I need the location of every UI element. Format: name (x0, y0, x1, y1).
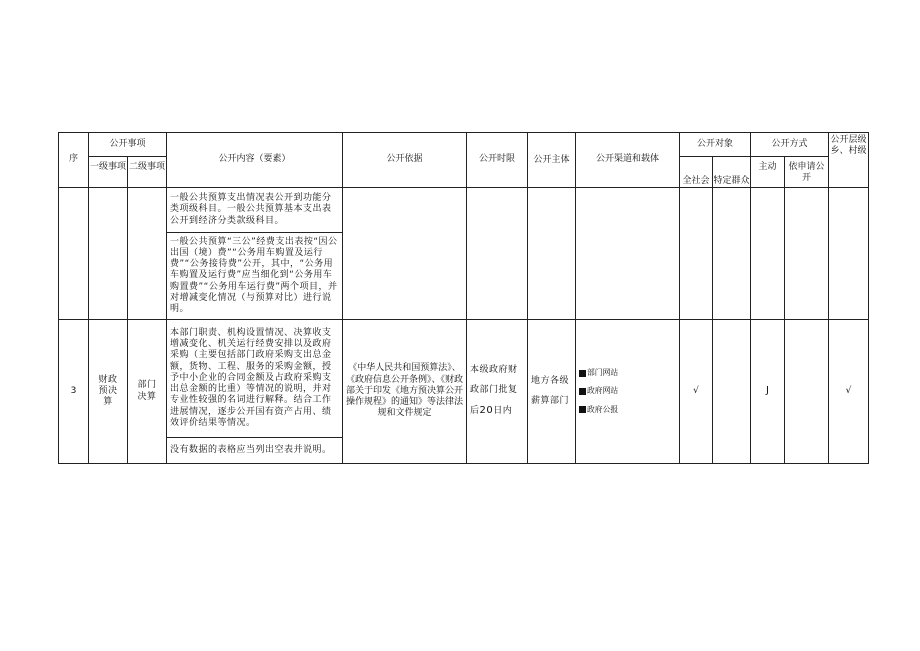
row3-period-suffix: 日内 (493, 406, 513, 417)
channel-item (579, 401, 676, 419)
cont-content-a: 一般公共预算支出情况表公开到功能分类项级科目。一般公共预算基本支出表公开到经济分类款级科目。 (167, 188, 343, 233)
row3-level2: 部门决算 (128, 320, 167, 464)
cont-seq (59, 188, 89, 320)
cont-basis (343, 188, 467, 320)
cont-level2 (128, 188, 167, 320)
header-method-active (751, 157, 785, 188)
cont-scope (829, 188, 869, 320)
row3-level1: 财政预决算 (89, 320, 128, 464)
row3-method-active: J (751, 320, 785, 464)
row3-basis: 《中华人民共和国预算法》、《政府信息公开条例》、《财政部关于印发《地方预决算公开操作规程》的通知》等法律法规和文件规定 (343, 320, 467, 464)
header-target: 公开对象 (680, 133, 751, 157)
cont-target-all (680, 188, 713, 320)
cont-method-apply (785, 188, 829, 320)
header-target-specific: 特定群众 (713, 157, 751, 188)
header-seq: 序 (59, 133, 89, 188)
channel-label: 政府网站 (587, 386, 619, 396)
row3-target-all: √ (680, 320, 713, 464)
row3-content-b: 没有数据的表格应当列出空表并说明。 (167, 438, 343, 464)
header-basis: 公开依据 (343, 133, 467, 188)
cont-channel (576, 188, 680, 320)
row3-content-a: 本部门职责、机构设置情况、决算收支增减变化、机关运行经费安排以及政府采购（主要包括部门政府采购支出总金额，货物、工程、服务的采购金额，授予中小企业的合同金额及占政府采购支出总金额的比重）等情况的说明，并对专业性较强的名词进行解释。结合工作进展情况，逐步公开国有资产占用、绩效评价结果等情况。 (167, 320, 343, 438)
checkbox-filled-icon (579, 370, 586, 377)
header-level2 (128, 157, 167, 188)
header-scope-text: 公开层级乡、村级 (830, 135, 867, 156)
row3-subject: 地方各级薪算部门 (528, 320, 576, 464)
header-level1 (89, 157, 128, 188)
header-level2-text: 二级事项 (129, 162, 166, 173)
checkbox-filled-icon (579, 388, 586, 395)
row3-seq: 3 (59, 320, 89, 464)
row3-scope: √ (829, 320, 869, 464)
row3-channel (576, 320, 680, 464)
cont-level1 (89, 188, 128, 320)
row3-target-specific (713, 320, 751, 464)
row3-period-number: 20 (479, 405, 494, 417)
cont-target-specific (713, 188, 751, 320)
disclosure-table (58, 132, 869, 464)
header-subject: 公开主体 (528, 133, 576, 188)
header-content: 公开内容（要素） (167, 133, 343, 188)
header-channel: 公开渠道和载体 (576, 133, 680, 188)
header-period: 公开时限 (467, 133, 528, 188)
channel-item (579, 364, 676, 382)
cont-method-active (751, 188, 785, 320)
cont-content-b: 一般公共预算“三公”经费支出表按“因公出国（境）费”“公务用车购置及运行费”“公务接待费”公开，其中，“公务用车购置及运行费”应当细化到“公务用车购置费”“公务用车运行费”两个项目，并对增减变化情况（与预算对比）进行说明。 (167, 233, 343, 320)
header-method: 公开方式 (751, 133, 829, 157)
cont-period (467, 188, 528, 320)
row3-period (467, 320, 528, 464)
header-items: 公开事项 (89, 133, 167, 157)
header-scope (829, 133, 869, 188)
header-target-all: 全社会 (680, 157, 713, 188)
header-method-active-text: 主动 (758, 162, 777, 173)
channel-label: 政府公报 (587, 404, 619, 414)
row3-period-prefix: 本级政府财政部门批复后 (470, 364, 518, 417)
row3-method-apply (785, 320, 829, 464)
cont-subject (528, 188, 576, 320)
header-level1-text: 一级事项 (89, 162, 126, 173)
channel-item (579, 382, 676, 400)
channel-label: 部门网站 (587, 368, 619, 378)
header-method-apply (785, 157, 829, 188)
checkbox-filled-icon (579, 406, 586, 413)
header-method-apply-text: 依申请公开 (788, 162, 825, 184)
